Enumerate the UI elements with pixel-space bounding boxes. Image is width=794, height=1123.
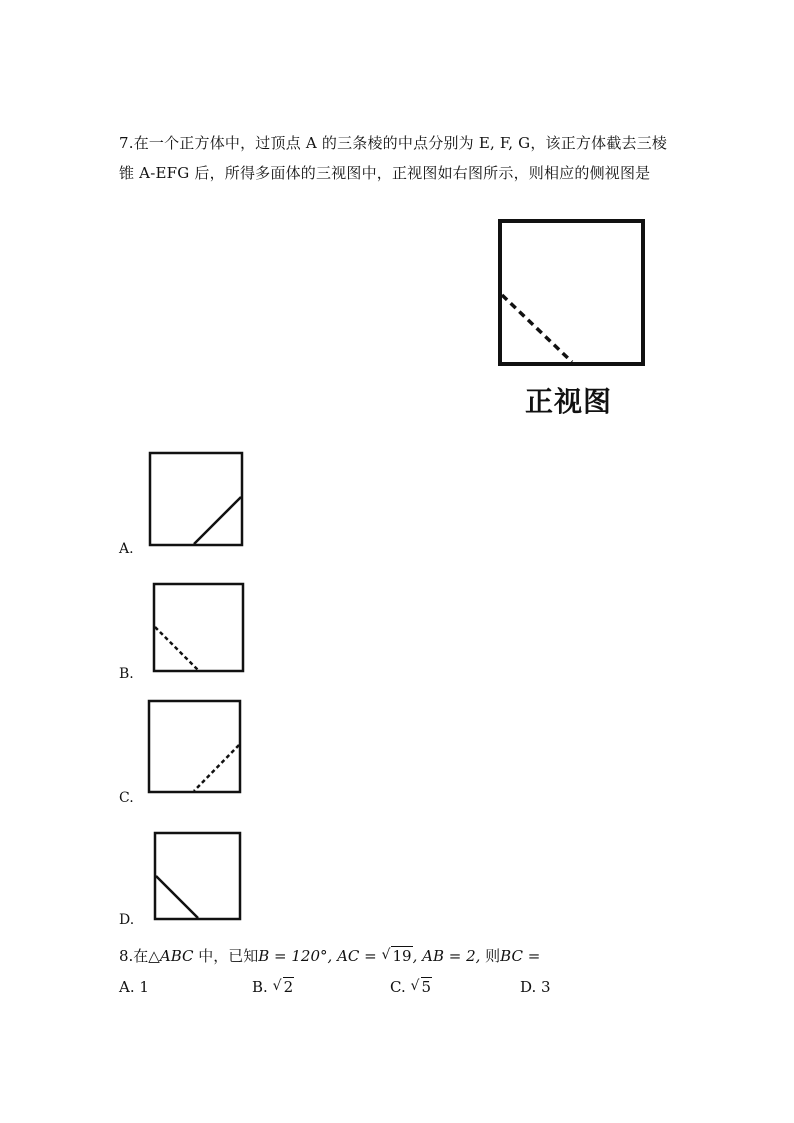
- q8-mid: 中，已知: [193, 947, 259, 965]
- q8-cond-ac: AC =: [332, 947, 382, 965]
- question-7-line-2: 锥 A-EFG 后，所得多面体的三视图中，正视图如右图所示，则相应的侧视图是: [119, 164, 651, 182]
- q8-choice-d[interactable]: D. 3: [520, 978, 551, 996]
- option-d-label[interactable]: D.: [119, 912, 135, 928]
- front-view-square: [500, 221, 643, 364]
- front-view-caption: 正视图: [525, 385, 613, 418]
- option-d-solid-edge: [156, 876, 198, 918]
- option-c-dashed-edge: [194, 745, 239, 791]
- front-view-figure: [495, 217, 650, 367]
- option-c-label[interactable]: C.: [119, 790, 134, 806]
- q8-cond-b: B = 120°,: [258, 947, 333, 965]
- q8-prefix: 8.在△: [119, 947, 160, 965]
- q8-choice-c-sqrt: √ 5: [410, 978, 432, 996]
- q8-tail: 则: [480, 947, 501, 965]
- q8-choice-c[interactable]: C. √ 5: [390, 978, 432, 996]
- q8-cond-ab: , AB = 2,: [412, 947, 481, 965]
- q8-choice-a[interactable]: A. 1: [119, 978, 149, 996]
- q8-choice-b-sqrt: √ 2: [272, 978, 294, 996]
- question-8-stem: [119, 945, 540, 967]
- option-a-label[interactable]: A.: [119, 541, 134, 557]
- question-7-line-1: 7.在一个正方体中，过顶点 A 的三条棱的中点分别为 E, F, G，该正方体截去三棱: [119, 134, 668, 152]
- q8-triangle: ABC: [159, 947, 194, 965]
- option-b-label[interactable]: B.: [119, 666, 134, 682]
- front-view-dashed-edge: [502, 295, 572, 362]
- option-b-figure[interactable]: [151, 582, 247, 674]
- q8-bc: BC =: [500, 947, 541, 965]
- option-a-solid-edge: [194, 497, 241, 544]
- option-a-figure[interactable]: [147, 451, 247, 549]
- option-b-dashed-edge: [155, 627, 198, 670]
- option-d-figure[interactable]: [152, 830, 244, 923]
- option-c-figure[interactable]: [146, 699, 244, 796]
- q8-choice-b[interactable]: B. √ 2: [252, 978, 294, 996]
- q8-sqrt-19: √ 19: [381, 947, 412, 965]
